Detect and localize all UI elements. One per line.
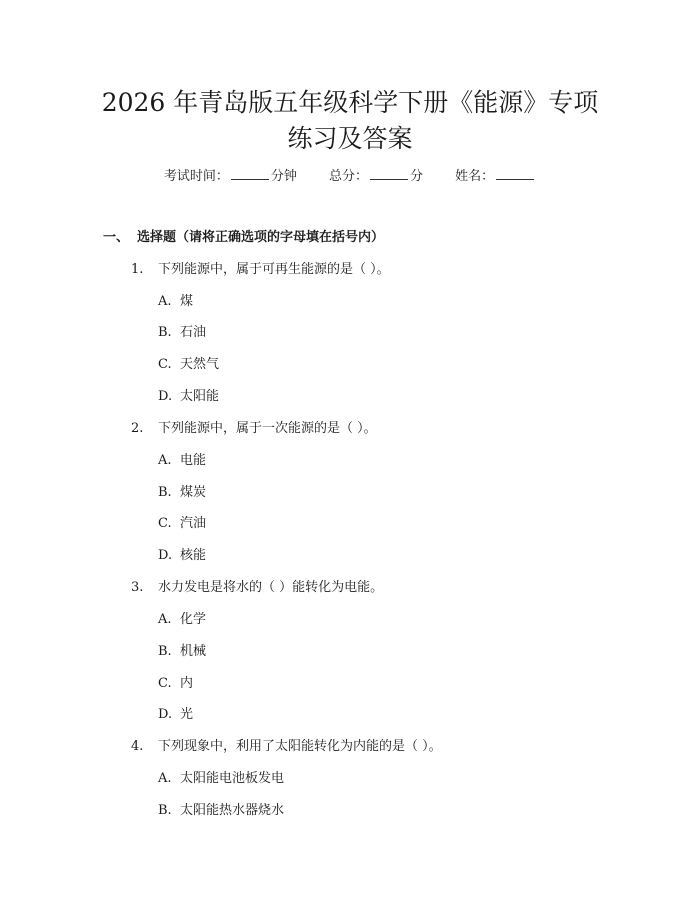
option-letter: A.: [158, 612, 172, 627]
question-1: [131, 260, 390, 280]
question-text: 水力发电是将水的（ ）能转化为电能。: [158, 580, 384, 595]
option-text: 汽油: [180, 516, 207, 531]
exam-time-blank: [231, 167, 269, 180]
document-title-line-2: 练习及答案: [287, 124, 413, 153]
exam-time-label: 考试时间：: [163, 169, 229, 184]
option-text: 内: [180, 676, 194, 691]
option-letter: A.: [158, 294, 172, 309]
option-1d: [158, 387, 219, 407]
option-letter: A.: [158, 453, 172, 468]
option-letter: D.: [158, 707, 173, 722]
option-text: 电能: [180, 453, 207, 468]
option-text: 天然气: [180, 357, 220, 372]
option-3a: [158, 610, 206, 630]
question-number: 3.: [131, 580, 144, 595]
option-4b: [158, 801, 284, 821]
option-letter: B.: [158, 803, 172, 818]
option-letter: D.: [158, 548, 173, 563]
option-3b: [158, 642, 206, 662]
option-3c: [158, 674, 193, 694]
option-1c: [158, 355, 219, 375]
option-letter: B.: [158, 485, 172, 500]
option-text: 煤炭: [180, 485, 207, 500]
option-letter: D.: [158, 389, 173, 404]
option-letter: B.: [158, 325, 172, 340]
option-text: 化学: [180, 612, 207, 627]
question-number: 1.: [131, 262, 144, 277]
total-score-field: [329, 167, 423, 187]
option-2a: [158, 451, 206, 471]
option-letter: C.: [158, 357, 172, 372]
question-text: 下列现象中，利用了太阳能转化为内能的是（ ）。: [158, 739, 442, 754]
question-3: [131, 578, 383, 598]
option-letter: C.: [158, 516, 172, 531]
option-text: 太阳能热水器烧水: [180, 803, 285, 818]
option-letter: C.: [158, 676, 172, 691]
option-1b: [158, 323, 206, 343]
exam-time-unit: 分钟: [270, 169, 297, 184]
option-2c: [158, 514, 206, 534]
option-text: 太阳能: [180, 389, 220, 404]
option-text: 机械: [180, 644, 207, 659]
total-score-blank: [370, 167, 408, 180]
option-2d: [158, 546, 206, 566]
total-score-unit: 分: [410, 169, 424, 184]
section-number: 一、: [103, 230, 130, 245]
option-letter: B.: [158, 644, 172, 659]
option-text: 煤: [180, 294, 194, 309]
question-number: 4.: [131, 739, 144, 754]
question-4: [131, 737, 442, 757]
option-1a: [158, 292, 193, 312]
document-title-line-1: 2026 年青岛版五年级科学下册《能源》专项: [101, 88, 599, 117]
student-name-label: 姓名：: [455, 169, 495, 184]
question-number: 2.: [131, 421, 144, 436]
question-text: 下列能源中，属于可再生能源的是（ ）。: [158, 262, 390, 277]
total-score-label: 总分：: [328, 169, 368, 184]
question-2: [131, 419, 377, 439]
question-text: 下列能源中，属于一次能源的是（ ）。: [158, 421, 377, 436]
option-letter: A.: [158, 771, 172, 786]
student-name-blank: [496, 167, 534, 180]
option-3d: [158, 705, 193, 725]
section-title: 选择题（请将正确选项的字母填在括号内）: [137, 230, 385, 245]
option-2b: [158, 483, 206, 503]
option-4a: [158, 769, 284, 789]
option-text: 光: [180, 707, 194, 722]
section-heading: [103, 228, 384, 248]
option-text: 石油: [180, 325, 207, 340]
option-text: 核能: [180, 548, 207, 563]
exam-info-row: [0, 167, 700, 187]
exam-time-field: [164, 167, 297, 187]
option-text: 太阳能电池板发电: [180, 771, 285, 786]
student-name-field: [455, 167, 536, 187]
